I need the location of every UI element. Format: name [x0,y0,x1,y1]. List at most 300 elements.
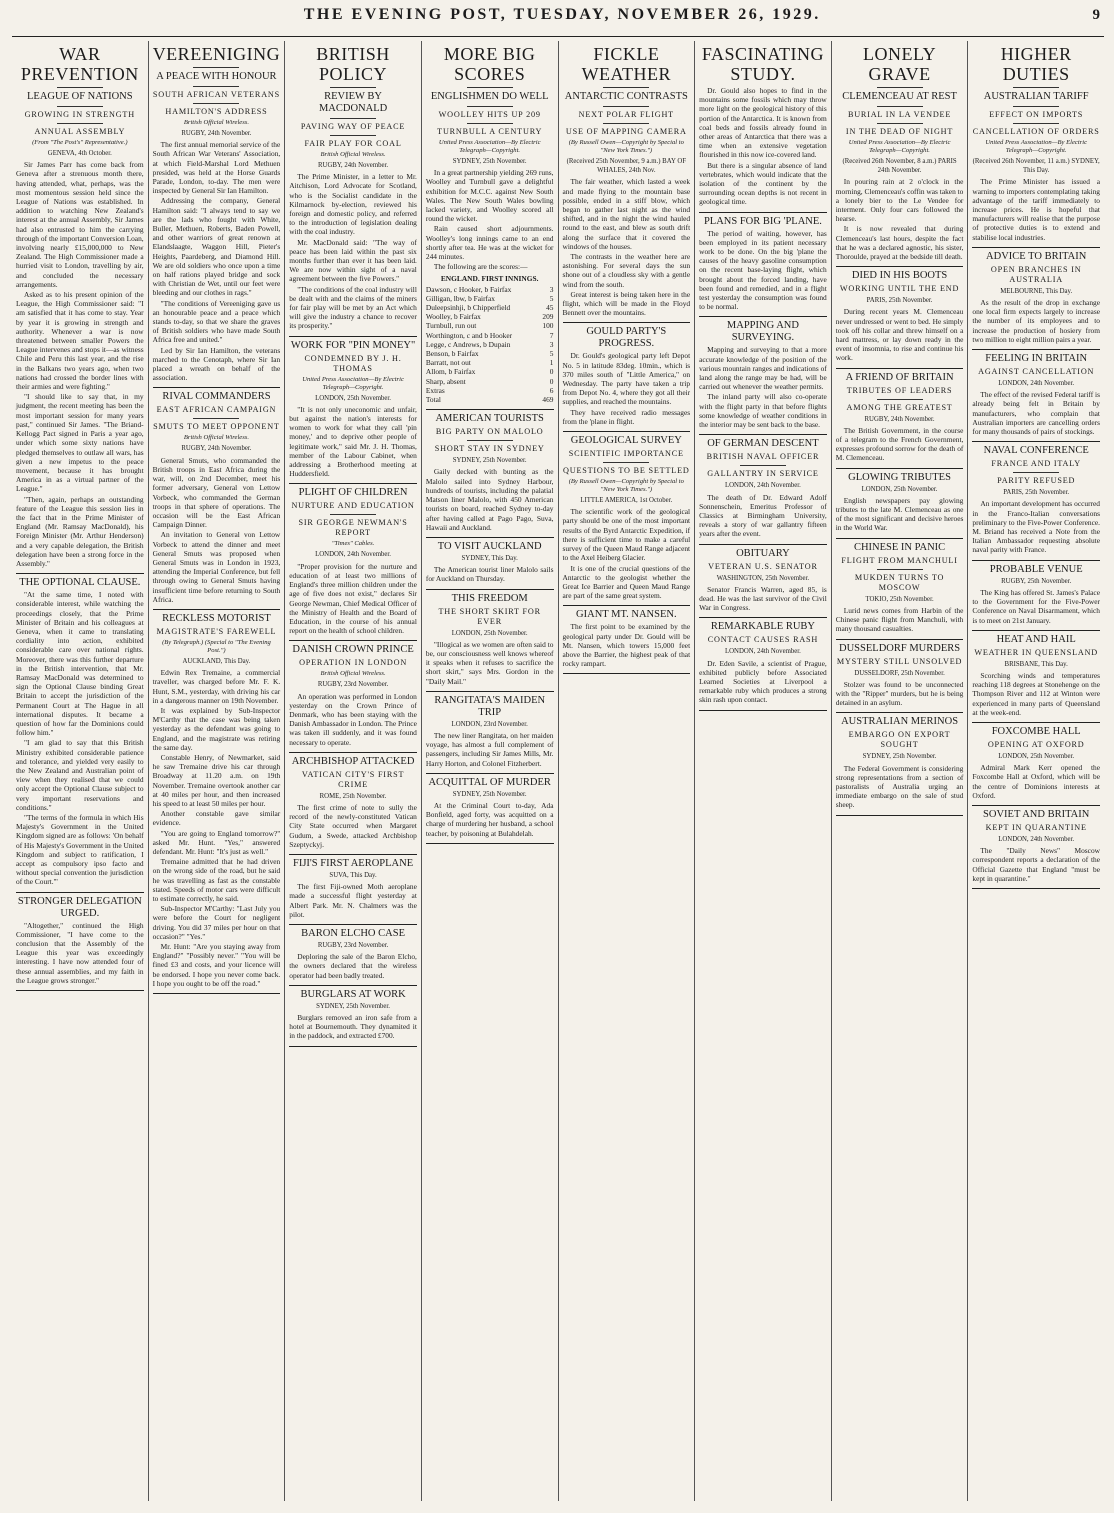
article-separator [699,316,827,317]
article-subhead: GROWING IN STRENGTH [24,110,135,119]
article [426,593,554,686]
article-separator [289,336,417,337]
article [836,372,964,463]
divider-rule [1013,87,1059,88]
article-paragraph: Deploring the sale of the Baron Elcho, the owners declared that the wireless operator had been badly treated. [289,952,417,980]
article-body [289,172,417,330]
article-subhead: A PEACE WITH HONOUR [156,71,277,82]
article-headline: REMARKABLE RUBY [710,621,815,633]
batsman-runs: 7 [549,330,554,340]
article [699,621,827,704]
article [289,858,417,919]
divider-rule [1013,472,1059,473]
article-paragraph: The fair weather, which lasted a week and made flying to the mountain base possible, ended in a stiff blow, which began to gather last night as the wind shifted, and in the night the wind hauled round to the east, and blew as south drift along the surface that it covered the windows of the houses. [562,177,691,251]
article-dateline: SUVA, This Day. [329,871,377,879]
article-paragraph: Mapping and surveying to that a more accurate knowledge of the position of the various mountain ranges and indications of land along the range may be had, will be carried out whenever the weather permits. [699,345,827,392]
article-body [426,565,554,583]
article-credit: United Press Association—By Electric Telegraph—Copyright. [438,139,541,154]
divider-rule [467,123,513,124]
article [563,44,691,317]
article-separator [16,573,144,574]
article-body [563,622,691,668]
article-separator [289,985,417,986]
article-paragraph: Admiral Mark Kerr opened the Foxcombe Hall at Oxford, which will be the centre of Dominions interests at Oxford. [972,763,1100,800]
article-separator [289,752,417,753]
article-subhead: CLEMENCEAU AT REST [842,91,957,102]
article-credit: British Official Wireless. [320,670,386,678]
article-separator [836,712,964,713]
article-separator [153,609,281,610]
scorecard-row [426,386,554,395]
scorecard-row [426,294,554,303]
column-6 [695,41,832,1501]
article-separator [426,589,554,590]
article-paragraph: Dr. Gould's geological party left Depot No. 5 in latitude 83deg. 10min., which is 370 miles south of "Little America," on Wednesday. The party have taken a trip from Depot No. 4, where they got all their supplies, and reached the mountains. [562,351,691,407]
article-headline: DANISH CROWN PRINCE [292,644,414,656]
article-body [563,177,691,317]
article-body [426,731,554,768]
article-body [836,426,964,463]
article-dateline: SYDNEY, 25th November. [316,1002,390,1010]
article-headline: HEAT AND HAIL [996,633,1076,645]
batsman-name: Gilligan, lbw, b Fairfax [425,293,495,303]
article-paragraph: "I should like to say that, in my judgment, the recent meeting has been the most important session for many years past," continued Sir James. "The Briand-Kellogg Pact signed in Paris a year ago, under which some sixty nations have pledged themselves to outlaw all wars, has given a new impetus to the peace movement, because it has brought America in as a virtual partner of the League." [16,392,144,494]
article-dateline: (Received 26th November, 8 a.m.) PARIS 24th November. [842,158,957,175]
article-subhead: EMBARGO ON EXPORT SOUGHT [848,730,951,750]
article-headline: RECKLESS MOTORIST [162,612,271,624]
article-subhead: VETERAN U.S. SENATOR [708,561,818,571]
article-headline: NAVAL CONFERENCE [983,445,1089,457]
article-paragraph: The first crime of note to sully the record of the newly-constituted Vatican City State occurred when Margaret Gudum, a Swede, attacked Archbishop Szeptyckyj. [289,802,417,849]
article-subhead: FRANCE AND ITALY [991,459,1081,469]
article-body [563,351,691,426]
article [699,320,827,429]
article-body [836,680,964,708]
article-separator [972,247,1100,248]
article-subhead: BURIAL IN LA VENDEE [847,110,952,119]
article-subhead: TRIBUTES OF LEADERS [846,385,953,395]
article [289,756,417,849]
divider-rule [57,123,103,124]
article [972,809,1100,883]
article [699,216,827,312]
article-body [289,882,417,919]
article-headline: RANGITATA'S MAIDEN TRIP [434,694,546,718]
article-subhead: CONTACT CAUSES RASH [707,635,819,645]
article [289,44,417,331]
article-paragraph: General Smuts, who commanded the British troops in East Africa during the war, will, on 2nd December, meet his former adversary, General von Lettow Vorbeck, who commanded the German troops in that sphere of operations. The occasion will be the East African Campaign Dinner. [152,455,281,530]
article-body [289,1013,417,1041]
article-body [426,168,554,271]
scorecard-total-row [426,395,554,404]
divider-rule [57,87,103,88]
article-dateline: RUGBY, 24th November. [318,162,389,169]
article-dateline: RUGBY, 24th November. [181,445,252,453]
article-dateline: AUCKLAND, This Day. [182,657,251,665]
article-headline: PLIGHT OF CHILDREN [298,487,408,499]
batsman-runs: 100 [542,321,554,331]
article-separator [836,468,964,469]
article-headline: ACQUITTAL OF MURDER [428,776,551,788]
article [16,896,144,985]
article-paragraph: Led by Sir Ian Hamilton, the veterans marched to the Cenotaph, where Sir Ian placed a wreath on behalf of the association. [152,345,281,383]
article-headline: SOVIET AND BRITAIN [983,808,1090,820]
scorecard-row [426,331,554,340]
divider-rule [330,118,376,119]
article [836,643,964,708]
batsman-name: Barratt, not out [425,358,471,368]
article-separator [426,773,554,774]
article-headline: CHINESE IN PANIC [853,541,946,553]
divider-rule [57,106,103,107]
article [836,44,964,261]
article-paragraph: Burglars removed an iron safe from a hotel at Bournemouth. They dynamited it in the paddock, and extracted £700. [289,1012,417,1041]
article-headline: WAR PREVENTION [20,44,139,84]
article-credit: United Press Association—By Electric Telegraph—Copyright. [985,139,1087,154]
article-subhead: MAGISTRATE'S FAREWELL [156,626,277,636]
article [836,472,964,533]
article-subhead: WEATHER IN QUEENSLAND [974,647,1099,657]
article-subhead: OPEN BRANCHES IN AUSTRALIA [990,264,1082,284]
article [699,548,827,613]
article-paragraph: "At the same time, I noted with considerable interest, while watching the proceedings closely, that the Prime Minister of Britain and his colleagues at Geneva, when it came to translating cordiality into action, exhibited considerable care over national rights. Moreover, there was this further departure in the British intervention, that Mr. Ramsay MacDonald was determined to sign the Optional Clause binding Great Britain to accept the jurisdiction of the Permanent Court at The Hague in all international disputes. It became a question of how far the Dominions could follow him." [16,590,144,738]
batsman-runs: 0 [549,376,554,386]
article-paragraph: They have received radio messages from the 'plane in flight. [562,407,691,426]
article-paragraph: An operation was performed in London yesterday on the Crown Prince of Denmark, who has been staying with the Danish Ambassador in London. The Prince was taken ill suddenly, and it was found necessary to operate. [289,691,417,747]
article-separator [699,212,827,213]
article-dateline: PARIS, 25th November. [866,297,933,305]
article-subhead: WOOLLEY HITS UP 209 [438,110,541,119]
article-headline: FOXCOMBE HALL [991,725,1081,737]
column-3 [285,41,422,1501]
divider-rule [330,87,376,88]
article-subhead: TURNBULL A CENTURY [437,127,543,136]
article [426,777,554,838]
article-paragraph: Dr. Gould also hopes to find in the mountains some fossils which may throw more light on the geological history of this portion of the Antarctica. It is known from coal beds and fossils already found in other areas of Antarctica that there was a time when an extensive vegetation flourished in this now ice-covered land. [699,86,827,160]
article-paragraph: "Altogether," continued the High Commissioner, "I have come to the conclusion that the Assembly of the League this year was exceedingly interesting. I have now attended four of these annual assemblies, and my faith in the League grows stronger." [16,920,144,985]
divider-rule [467,87,513,88]
article [972,564,1100,625]
article-subhead: ANNUAL ASSEMBLY [34,127,126,136]
article-subhead: EFFECT ON IMPORTS [989,110,1084,119]
article-paragraph: "It is not only uneconomic and unfair, but against the nation's interests for women to work for what they call 'pin money,' and to deprive other people of legitimate work," said Mr. J. H. Thomas, member of the Labour Cabinet, when addressing a Brotherhood meeting at Huddersfield. [289,404,417,479]
article-paragraph: "I am glad to say that this British Ministry exhibited considerable patience and tolerance, and yielded very easily to the New Zealand and Australian point of view when they realised that we could only accept the Optional Clause subject to very important reservations and conditions." [16,738,144,812]
article [153,391,281,603]
divider-rule [330,135,376,136]
article-dateline: RUGBY, 24th November. [181,130,252,137]
article-headline: AUSTRALIAN MERINOS [841,716,959,728]
article-subhead: SMUTS TO MEET OPPONENT [153,422,280,432]
divider-rule [877,399,923,400]
article-body [836,606,964,634]
article-headline: OF GERMAN DESCENT [707,438,819,450]
article-paragraph: Sir James Parr has come back from Geneva after a strenuous month there, having attended, what, perhaps, was the most momentous session held since the League of Nations was established. In addition to watching New Zealand's interest at the annual Assembly, Sir James had also entrusted to him the carrying through of the important Conversion Loan, involving nearly £15,000,000 to New Zealand. The High Commissioner made a hurried visit to London, travelling by air, and concluded the necessary arrangements. [16,160,144,289]
article-headline: WORK FOR "PIN MONEY" [290,339,416,351]
article-paragraph: In a great partnership yielding 269 runs, Woolley and Turnbull gave a delightful exhibition for M.C.C. against New South Wales. The New South Wales bowling lacked variety, and Woolley scored all round the wicket. [425,168,554,224]
page-number: 9 [1092,7,1100,23]
article-subhead: AUSTRALIAN TARIFF [983,91,1089,102]
article-credit: British Official Wireless. [183,434,250,442]
article-paragraph: "The conditions of the coal industry will be dealt with and the claims of the miners for fair play will be met by an Act which will give the industry a chance to recover its prosperity." [289,284,417,331]
article-body [972,671,1100,717]
article-paragraph: The death of Dr. Edward Adolf Sonnenschein, Emeritus Professor of Classics at Birmingham University, reveals a story of war gallantry fifteen years after the event. [699,492,827,539]
article-body [153,456,281,604]
article-subhead: AGAINST CANCELLATION [978,367,1095,377]
article [699,44,827,207]
column-4 [422,41,559,1501]
article [836,716,964,809]
scorecard-row [426,358,554,367]
article-subhead: FAIR PLAY FOR COAL [304,139,402,148]
article-separator [16,990,144,991]
article-subhead: USE OF MAPPING CAMERA [565,127,687,136]
scorecard-row [426,349,554,358]
article-paragraph: The "Daily News" Moscow correspondent reports a declaration of the Official Gazette that England "must be kept in quarantine." [972,846,1100,883]
article-credit: "Times" Cables. [331,540,375,548]
article-separator [699,544,827,545]
article-paragraph: Sub-Inspector M'Carthy: "Last July you were before the Court for negligent driving. You did 37 miles per hour on that occasion?" "Yes." [152,904,281,941]
article-headline: FASCINATING STUDY. [701,44,825,84]
divider-rule [193,418,239,419]
scores-title: ENGLAND. FIRST INNINGS. [440,274,539,284]
article-separator [153,993,281,994]
article-dateline: LONDON, 25th November. [998,752,1075,760]
article-subhead: WORKING UNTIL THE END [839,284,960,294]
article [426,413,554,532]
article-separator [289,483,417,484]
article-paragraph: "Proper provision for the nurture and education of at least two millions of England's three million children under the age of five does not exist," declares Sir George Newman, Chief Medical Officer of the Ministry of Health and the Board of Education, in the course of his annual report on the health of school children. [289,561,417,636]
divider-rule [1013,123,1059,124]
article-separator [563,431,691,432]
article-credit: British Official Wireless. [320,151,386,158]
article-body [16,590,144,887]
article-separator [699,710,827,711]
article [153,613,281,988]
article-body [16,921,144,985]
article-body [972,177,1100,241]
article-headline: BARON ELCHO CASE [301,927,405,939]
article-body [836,177,964,261]
article-body [699,659,827,705]
article [972,251,1100,344]
article-separator [426,537,554,538]
article-subhead: NURTURE AND EDUCATION [291,501,415,511]
article-body [699,345,827,429]
article-paragraph: Addressing the company, General Hamilton said: "I always tend to say we are the lads who fought with White, Buller, Methuen, Roberts, Baden Powell, and other warriors of great renown at Elandslaagte, Waggon Hill, Pieter's Heights, Paardeberg, and Diamond Hill. We are old soldiers who once upon a time on half rations played bridge and sock with Christian de Wet, until our feet were bleeding and our clothes in rags." [152,196,281,298]
article-paragraph: The inland party will also co-operate with the flight party in that before flights some knowledge of weather conditions in the interior may be sent back to the base. [699,392,827,430]
article-paragraph: Scorching winds and temperatures reaching 118 degrees at Stonehenge on the Thompson River and 112 at Winton were experienced in many parts of Queensland at the week-end. [972,670,1100,717]
article-dateline: RUGBY, 23rd November. [317,941,389,949]
article-dateline: LONDON, 24th November. [724,482,801,490]
article-separator [426,691,554,692]
article-subhead: EAST AFRICAN CAMPAIGN [156,405,277,415]
article-dateline: SYDNEY, 25th November. [862,753,937,761]
article [972,445,1100,554]
article-headline: FIJI'S FIRST AEROPLANE [292,857,414,869]
article-dateline: LONDON, 24th November. [315,551,391,559]
article-headline: PLANS FOR BIG 'PLANE. [703,215,822,227]
article-credit: United Press Association—By Electric Telegraph—Copyright. [848,139,951,154]
scorecard-row [426,312,554,321]
article-paragraph: The contrasts in the weather here are astonishing. For several days the sun shone out of a cloudless sky with a gentle wind from the south. [562,252,691,289]
batsman-name: Woolley, b Fairfax [425,312,481,322]
article-body [972,588,1100,625]
article [289,644,417,746]
article-separator [836,266,964,267]
article-credit: (By Russell Owen—Copyright by Special to "New York Times.") [568,139,684,154]
batsman-runs: 3 [549,339,554,349]
article-subhead: HAMILTON'S ADDRESS [165,107,268,116]
article [972,44,1100,242]
article-paragraph: "The terms of the formula in which His Majesty's Government in the United Kingdom signed are as follows: 'On behalf of His Majesty's Government in the United Kingdom and subject to ratification, I accept as compulsory ipso facto and without special convention the jurisdiction of the Court.'" [16,813,144,887]
batsman-runs: 3 [549,284,554,294]
article-paragraph: It was explained by Sub-Inspector M'Carthy that the case was being taken yesterday as the defendant was going to England, and the magistrate was retiring the same day. [152,705,281,752]
article-headline: THIS FREEDOM [451,592,528,604]
article-subhead: OPENING AT OXFORD [987,739,1085,749]
article-paragraph: Senator Francis Warren, aged 85, is dead. He was the last survivor of the Civil War in Congress. [699,584,827,613]
article-separator [426,409,554,410]
article-dateline: (Received 25th November, 9 a.m.) BAY OF WHALES, 24th Nov. [566,158,687,175]
article-headline: GEOLOGICAL SURVEY [570,435,682,447]
batsman-name: Worthington, c and b Hooker [425,330,513,340]
article-headline: ADVICE TO BRITAIN [986,250,1087,262]
batsman-runs: 5 [549,293,554,303]
article-subhead: MUKDEN TURNS TO MOSCOW [854,572,945,592]
article [426,541,554,584]
article-headline: ARCHBISHOP ATTACKED [291,755,415,767]
article [836,542,964,634]
article-dateline: LONDON, 25th November. [315,394,391,402]
article-paragraph: English newspapers pay glowing tributes to the late M. Clemenceau as one of the most significant and decisive heroes in the World War. [835,495,964,533]
divider-rule [193,86,239,87]
article-paragraph: "Then, again, perhaps an outstanding feature of the League this session lies in the fact that in the Prime Minister of England (Mr. Ramsay MacDonald), his Foreign Minister (Mr. Arthur Henderson) and a very capable delegation, the British delegation have been a strong force in the Assembly." [16,494,144,568]
article-separator [972,888,1100,889]
article-body [699,493,827,539]
article-paragraph: In pouring rain at 2 o'clock in the morning, Clemenceau's coffin was taken to a lonely bier to the Le Vendee for interment. Only four cars followed the hearse. [835,177,964,224]
divider-rule [877,106,923,107]
article-separator [289,854,417,855]
article-body [153,140,281,382]
article-separator [563,605,691,606]
article-subhead: REVIEW BY MACDONALD [318,91,388,114]
article-subhead: CANCELLATION OF ORDERS [972,127,1100,136]
article-body [289,803,417,849]
article-headline: THE OPTIONAL CLAUSE. [19,577,141,589]
article-headline: TO VISIT AUCKLAND [437,540,542,552]
article-paragraph: But there is a singular absence of land vertebrates, which would indicate that the isolation of the continent by the surrounding ocean depths is not recent in geological time. [699,160,827,207]
article-subhead: NEXT POLAR FLIGHT [578,110,674,119]
article-body [289,562,417,636]
article [426,44,554,404]
article-headline: BURGLARS AT WORK [300,988,406,1000]
article-subhead: SCIENTIFIC IMPORTANCE [568,449,684,459]
article-paragraph: The King has offered St. James's Palace to the Government for the Five-Power Conference on Naval Disarmament, which is to meet on 21st January. [972,587,1100,625]
article [563,326,691,426]
article-paragraph: It is one of the crucial questions of the Antarctic to the geologist whether the Great Ice Barrier and Queen Maud Range are part of the same great system. [562,563,691,601]
article-paragraph: It is now revealed that during Clemenceau's last hours, despite the fact that he was a declared agnostic, his sister, Thoroulde, prayed at the bedside till death. [835,224,964,262]
batsman-runs: 0 [549,367,554,377]
article [16,44,144,568]
article-paragraph: Edwin Rex Tremaine, a commercial traveller, was charged before Mr. F. K. Hunt, S.M., yesterday, with driving his car in a dangerous manner on 19th November. [152,668,281,705]
article-subhead: BRITISH NAVAL OFFICER [706,452,820,462]
article-separator [972,722,1100,723]
article-paragraph: Stolzer was found to be unconnected with the "Ripper" murders, but he is being detained in an asylum. [835,679,964,708]
article-separator [972,560,1100,561]
column-7 [832,41,969,1501]
article-paragraph: During recent years M. Clemenceau never undressed or went to bed. He simply took off his collar and threw himself on a hard mattress, or lay down ready in the event of insomnia, to rise and continue his work. [835,307,964,363]
article-credit: United Press Association—By Electric Telegraph—Copyright. [302,375,404,391]
article [972,353,1100,436]
article-dateline: LONDON, 25th November. [451,629,528,637]
article-paragraph: The American tourist liner Malolo sails for Auckland on Thursday. [425,565,554,584]
article-dateline: RUGBY, 25th November. [1001,577,1072,585]
article-headline: VEREENIGING [152,44,281,64]
divider-rule [603,87,649,88]
article-dateline: BRISBANE, This Day. [1004,660,1068,668]
divider-rule [193,103,239,104]
article-paragraph: The new liner Rangitata, on her maiden voyage, has almost a full complement of passengers, including Sir James Mills, Mr. Harry Horton, and Colonel Fitzherbert. [425,730,554,768]
article-body [972,846,1100,883]
article-body [836,764,964,810]
article-headline: GIANT MT. NANSEN. [576,609,677,621]
article-headline: GLOWING TRIBUTES [848,471,951,483]
article-paragraph: Constable Henry, of Newmarket, said he saw Tremaine drive his car through Broadway at 11.20 a.m. on 19th November. Tremaine overtook another car at 40 miles per hour, and then increased his speed to at least 50 miles per hour. [152,752,281,808]
article-paragraph: At the Criminal Court to-day, Ada Bonfield, aged forty, was acquitted on a charge of murdering her husband, a school teacher, by poisoning at Bulahdelah. [425,800,554,838]
article-paragraph: Great interest is being taken here in the flight, which will be made in the Floyd Bennett over the mountains. [562,289,691,318]
article-paragraph: "The conditions of Vereeniging gave us an honourable peace and a peace which stands to-day, so that we share the graves of British soldiers who have made South Africa free and united." [152,298,281,345]
article-dateline: SYDNEY, 25th November. [452,457,527,465]
article [426,695,554,768]
article-headline: GOULD PARTY'S PROGRESS. [586,326,667,350]
article-paragraph: Dr. Eden Savile, a scientist of Prague, exhibited publicly before Associated Learned Societies at Liverpool a remarkable ruby which produces a strong skin rash upon contact. [699,658,827,705]
article-subhead: IN THE DEAD OF NIGHT [845,127,954,136]
article-separator [699,434,827,435]
article-separator [563,322,691,323]
article-dateline: LONDON, 24th November. [998,380,1075,388]
batsman-name: Extras [425,385,445,395]
article-paragraph: Asked as to his present opinion of the League, the High Commissioner said: "I am satisfied that it has come to stay. Year by year it is growing in strength and authority. Whenever a war is now threatened between smaller Powers the League intervenes and stops it—as witness Chile and Peru this last year, and the rise in the Balkans two years ago, when two nations had crossed the border lines with their armies and were fighting." [16,290,144,392]
article-dateline: SYDNEY, This Day. [461,554,518,562]
article-paragraph: Tremaine admitted that he had driven on the wrong side of the road, but he said he was travelling as fast as the constable stated. Speeds of motor cars were difficult to estimate correctly, he said. [152,857,281,904]
article-body [836,496,964,533]
column-2 [149,41,286,1501]
article-headline: HIGHER DUTIES [1000,44,1072,84]
batsman-name: Turnbull, run out [425,321,477,331]
article-paragraph: The effect of the revised Federal tariff is already being felt in Britain by manufacturers, who complain that Australian importers are cancelling orders for many thousands of pairs of stockings. [972,390,1100,437]
article-headline: DUSSELDORF MURDERS [839,642,961,654]
article-paragraph: Lurid news comes from Harbin of the Chinese panic flight from Manchuli, with many thousand casualties. [835,605,964,634]
batsman-name: Duleepsinhji, b Chipperfield [425,303,511,313]
article-separator [972,630,1100,631]
article-dateline: DUSSELDORF, 25th November. [854,669,945,677]
batsman-name: Benson, b Fairfax [425,349,479,359]
article-subhead: QUESTIONS TO BE SETTLED [563,466,690,476]
article [289,989,417,1041]
article [289,928,417,980]
scorecard-row [426,340,554,349]
article-separator [836,538,964,539]
column-8 [968,41,1104,1501]
article-dateline: TOKIO, 25th November. [865,595,934,603]
divider-rule [330,514,376,515]
article-subhead: ENGLISHMEN DO WELL [430,91,549,102]
article-headline: AMERICAN TOURISTS [435,413,544,425]
article-dateline: MELBOURNE, This Day. [1000,287,1073,295]
article-subhead: AMONG THE GREATEST [846,402,953,412]
article-headline: MAPPING AND SURVEYING. [726,320,799,344]
scorecard-row [426,377,554,386]
article [699,438,827,538]
